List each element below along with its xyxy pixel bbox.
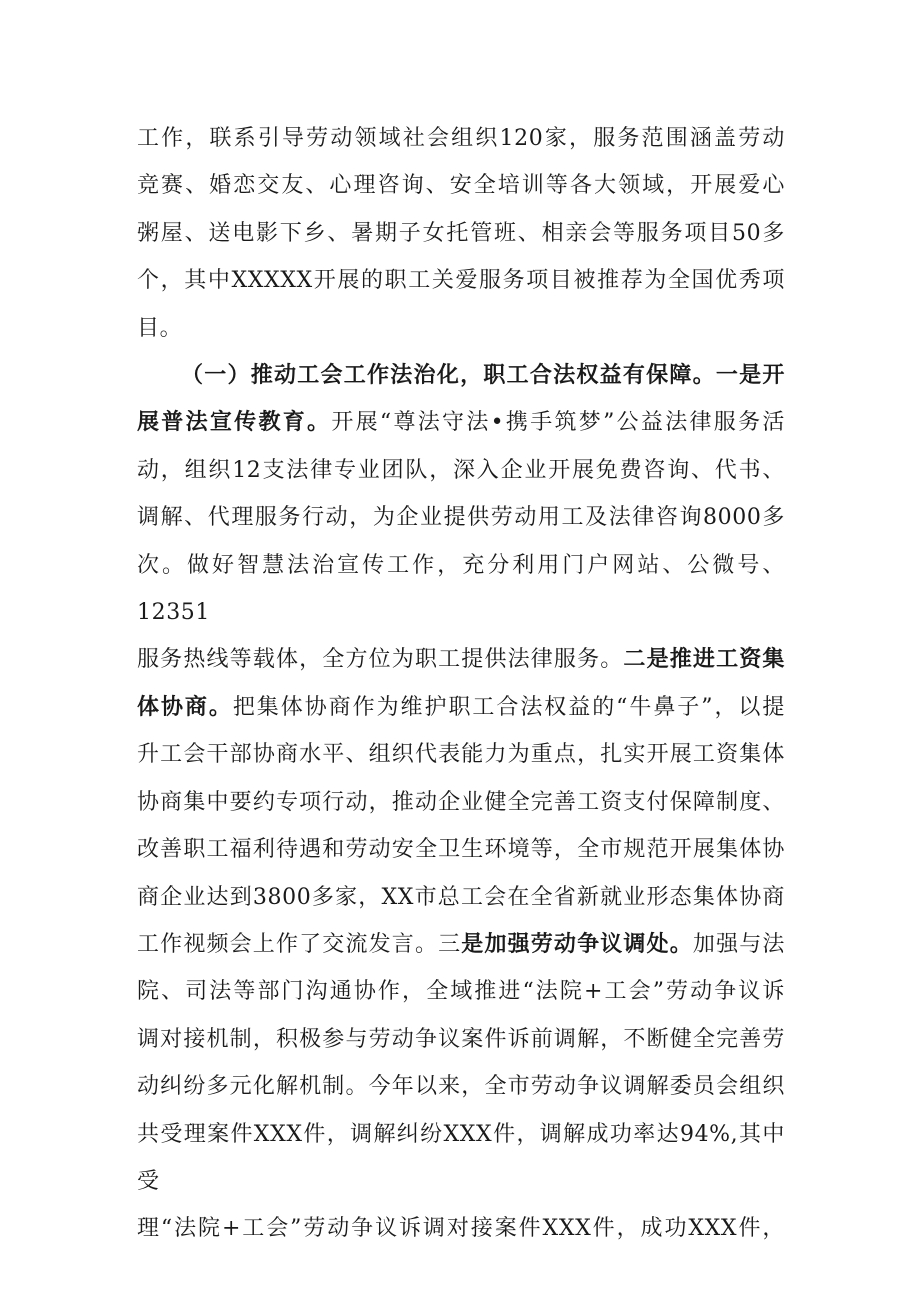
paragraph-line: 动，组织12支法律专业团队，深入企业开展免费咨询、代书、 [137,457,785,483]
paragraph-line: 理“法院+工会”劳动争议诉调对接案件XXX件，成功XXX件， [137,1216,785,1242]
subheading-1: 展普法宣传教育。 [137,409,332,436]
section-heading-line [137,352,785,399]
subheading-3: 是加强劳动争议调处。 [461,930,693,957]
subheading-2: 二是推进工资集 [623,646,785,673]
paragraph-line: 调解、代理服务行动，为企业提供劳动用工及法律咨询8000多 [137,505,785,531]
paragraph-line: 工作视频会上作了交流发言。三是加强劳动争议调处。加强与法 [137,930,785,957]
paragraph-line: 院、司法等部门沟通协作，全域推进“法院+工会”劳动争议诉 [137,979,785,1005]
paragraph-line: 调对接机制，积极参与劳动争议案件诉前调解，不断健全完善劳 [137,1026,785,1052]
subheading-2-cont: 体协商。 [137,693,233,720]
body-text [137,115,785,1253]
paragraph-line: 共受理案件XXX件，调解纠纷XXX件，调解成功率达94%,其中受 [137,1121,785,1194]
paragraph-line: 工作，联系引导劳动领域社会组织120家，服务范围涵盖劳动 [137,126,785,151]
paragraph-line: 改善职工福利待遇和劳动安全卫生环境等，全市规范开展集体协 [137,837,785,863]
paragraph-line: 粥屋、送电影下乡、暑期子女托管班、相亲会等服务项目50多 [137,220,785,246]
paragraph-line: 目。 [137,315,183,341]
paragraph-line: 次。做好智慧法治宣传工作，充分利用门户网站、公微号、12351 [137,552,785,626]
paragraph-line: 体协商。把集体协商作为维护职工合法权益的“牛鼻子”，以提 [137,693,785,720]
paragraph-line: 展普法宣传教育。开展“尊法守法•携手筑梦”公益法律服务活 [137,409,785,436]
paragraph-line: 竞赛、婚恋交友、心理咨询、安全培训等各大领域，开展爱心 [137,173,785,199]
paragraph-line: 升工会干部协商水平、组织代表能力为重点，扎实开展工资集体 [137,742,785,768]
paragraph-line: 协商集中要约专项行动，推动企业健全完善工资支付保障制度、 [137,789,785,815]
paragraph-line: 商企业达到3800多家，XX市总工会在全省新就业形态集体协商 [137,884,785,910]
paragraph-line: 个，其中XXXXX开展的职工关爱服务项目被推荐为全国优秀项 [137,268,785,294]
paragraph-line: 服务热线等载体，全方位为职工提供法律服务。二是推进工资集 [137,646,785,673]
paragraph-line: 动纠纷多元化解机制。今年以来，全市劳动争议调解委员会组织 [137,1074,785,1100]
section-heading: （一）推动工会工作法治化，职工合法权益有保障。一是开 [181,362,785,389]
